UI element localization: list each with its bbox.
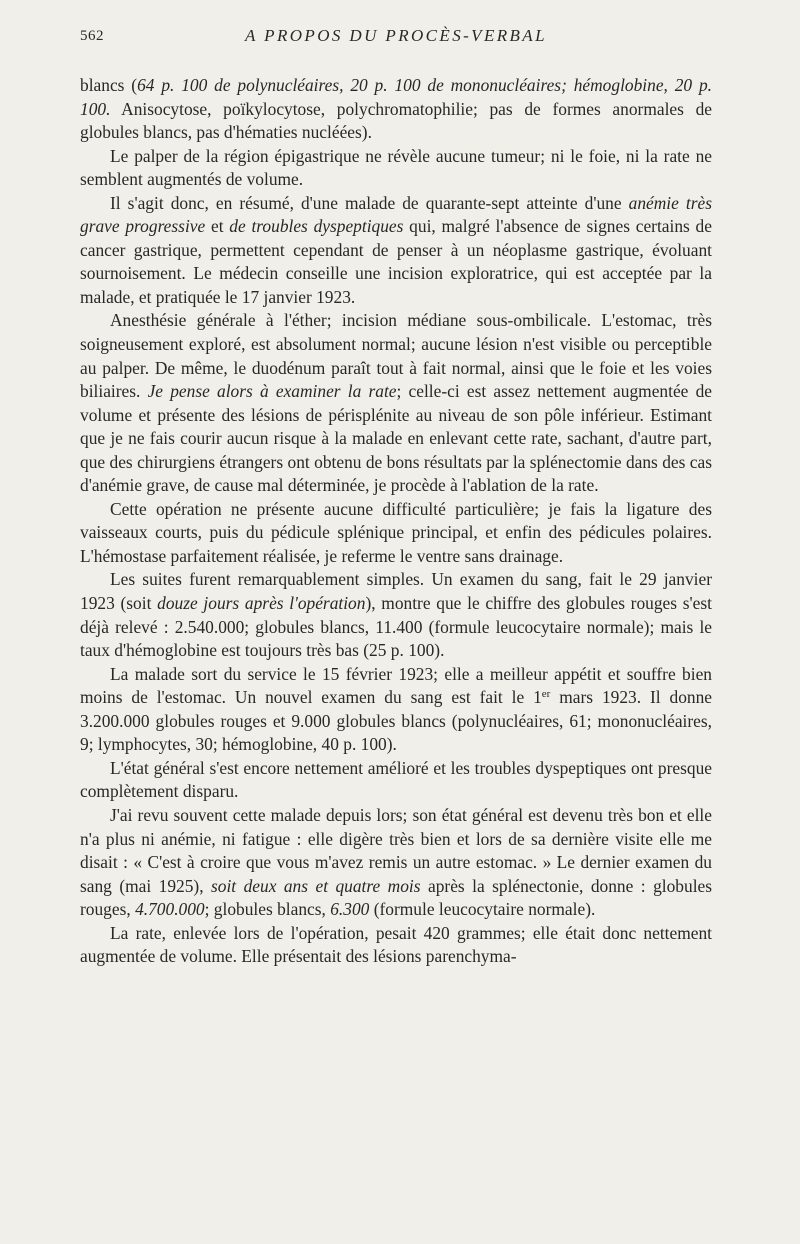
text-run: Anisocytose, poïkylocytose, polychromatophilie; pas de formes anormales de globules blancs, pas d'hématies nucléées). (80, 98, 712, 143)
text-run: Il s'agit donc, en résumé, d'une malade de quarante-sept atteinte d'une (110, 192, 629, 213)
text-run: ; globules blancs, (204, 899, 331, 920)
italic-run: soit deux ans et quatre mois (211, 875, 421, 896)
paragraph (80, 804, 712, 922)
text-run: (formule leucocytaire normale). (369, 899, 596, 920)
text-run: La malade sort du service le 15 février 1923; elle a meilleur appétit et souffre bien moins de l'estomac. Un nouvel examen du sang est fait le 1 (80, 663, 712, 708)
paragraph (80, 309, 712, 497)
text-run: ), montre que le chiffre des globules rouges s'est déjà relevé : 2.540.000; globules blancs, 11.400 (formule leucocytaire normale); mais le taux d'hémoglobine est toujours très bas (25 p. 100). (80, 593, 712, 661)
text-run: blancs ( (80, 75, 138, 95)
running-head: A PROPOS DU PROCÈS-VERBAL (245, 26, 547, 45)
italic-run: anémie très grave progressive (80, 192, 712, 237)
italic-run: 4.700.000 (135, 899, 205, 920)
paragraph (80, 498, 712, 569)
text-run: Anesthésie générale à l'éther; incision médiane sous-ombilicale. L'estomac, très soigneusement exploré, est absolument normal; aucune lésion n'est visible ou perceptible au palper. De même, le duodénum paraît tout à fait normal, ainsi que le foie et les voies biliaires. (80, 310, 712, 402)
italic-run: douze jours après l'opération (157, 593, 366, 614)
paragraph (80, 568, 712, 662)
text-run: qui, malgré l'absence de signes certains de cancer gastrique, permettent cependant de penser à un néoplasme gastrique, évoluant sournoisement. Le médecin conseille une incision exploratrice, qui est acceptée par la malade, et pratiquée le 17 janvier 1923. (80, 216, 712, 307)
text-run: La rate, enlevée lors de l'opération, pesait 420 grammes; elle était donc nettement augmentée de volume. Elle présentait des lésions parenchyma- (80, 922, 712, 967)
paragraph (80, 757, 712, 804)
italic-run: 64 p. 100 de polynucléaires, 20 p. 100 de mononucléaires; hémoglobine, 20 p. 100. (80, 75, 713, 119)
paragraph (80, 192, 712, 310)
text-run: Cette opération ne présente aucune difficulté particulière; je fais la ligature des vaisseaux courts, puis du pédicule splénique principal, et enfin des pédicules polaires. L'hémostase parfaitement réalisée, je referme le ventre sans drainage. (80, 498, 712, 566)
text-run: ; celle-ci est assez nettement augmentée de volume et présente des lésions de périsplénite au niveau de son pôle inférieur. Estimant que je ne fais courir aucun risque à la malade en enlevant cette rate, sachant, d'autre part, que des chirurgiens étrangers ont obtenu de bons résultats par la splénectomie dans des cas d'anémie grave, de cause mal déterminée, je procède à l'ablation de la rate. (80, 381, 712, 496)
text-run: et (205, 216, 230, 237)
text-run: Les suites furent remarquablement simples. Un examen du sang, fait le 29 janvier 1923 (soit (80, 569, 712, 614)
paragraph (80, 74, 712, 145)
text-run: Le palper de la région épigastrique ne révèle aucune tumeur; ni le foie, ni la rate ne semblent augmentés de volume. (80, 145, 712, 190)
text-run: mars 1923. Il donne 3.200.000 globules rouges et 9.000 globules blancs (polynucléaires, 61; mononucléaires, 9; lymphocytes, 30; hémoglobine, 40 p. 100). (80, 687, 712, 755)
page-header (80, 26, 712, 52)
paragraph (80, 145, 712, 192)
paragraph (80, 663, 712, 757)
text-run: L'état général s'est encore nettement amélioré et les troubles dyspeptiques ont presque complètement disparu. (80, 757, 712, 802)
body-text (80, 74, 712, 969)
italic-run: Je pense alors à examiner la rate (147, 381, 397, 402)
superscript-run: er (541, 688, 551, 701)
italic-run: 6.300 (330, 899, 370, 920)
italic-run: de troubles dyspeptiques (229, 216, 404, 237)
page-number: 562 (80, 28, 104, 44)
document-page (80, 26, 712, 969)
text-run: J'ai revu souvent cette malade depuis lors; son état général est devenu très bon et elle n'a plus ni anémie, ni fatigue : elle digère très bien et lors de sa dernière visite elle me disait : « C'est à croire que vous m'avez remis un autre estomac. » Le dernier examen du sang (mai 1925), (80, 804, 712, 896)
paragraph (80, 922, 712, 969)
text-run: après la splénectonie, donne : globules rouges, (80, 875, 713, 920)
